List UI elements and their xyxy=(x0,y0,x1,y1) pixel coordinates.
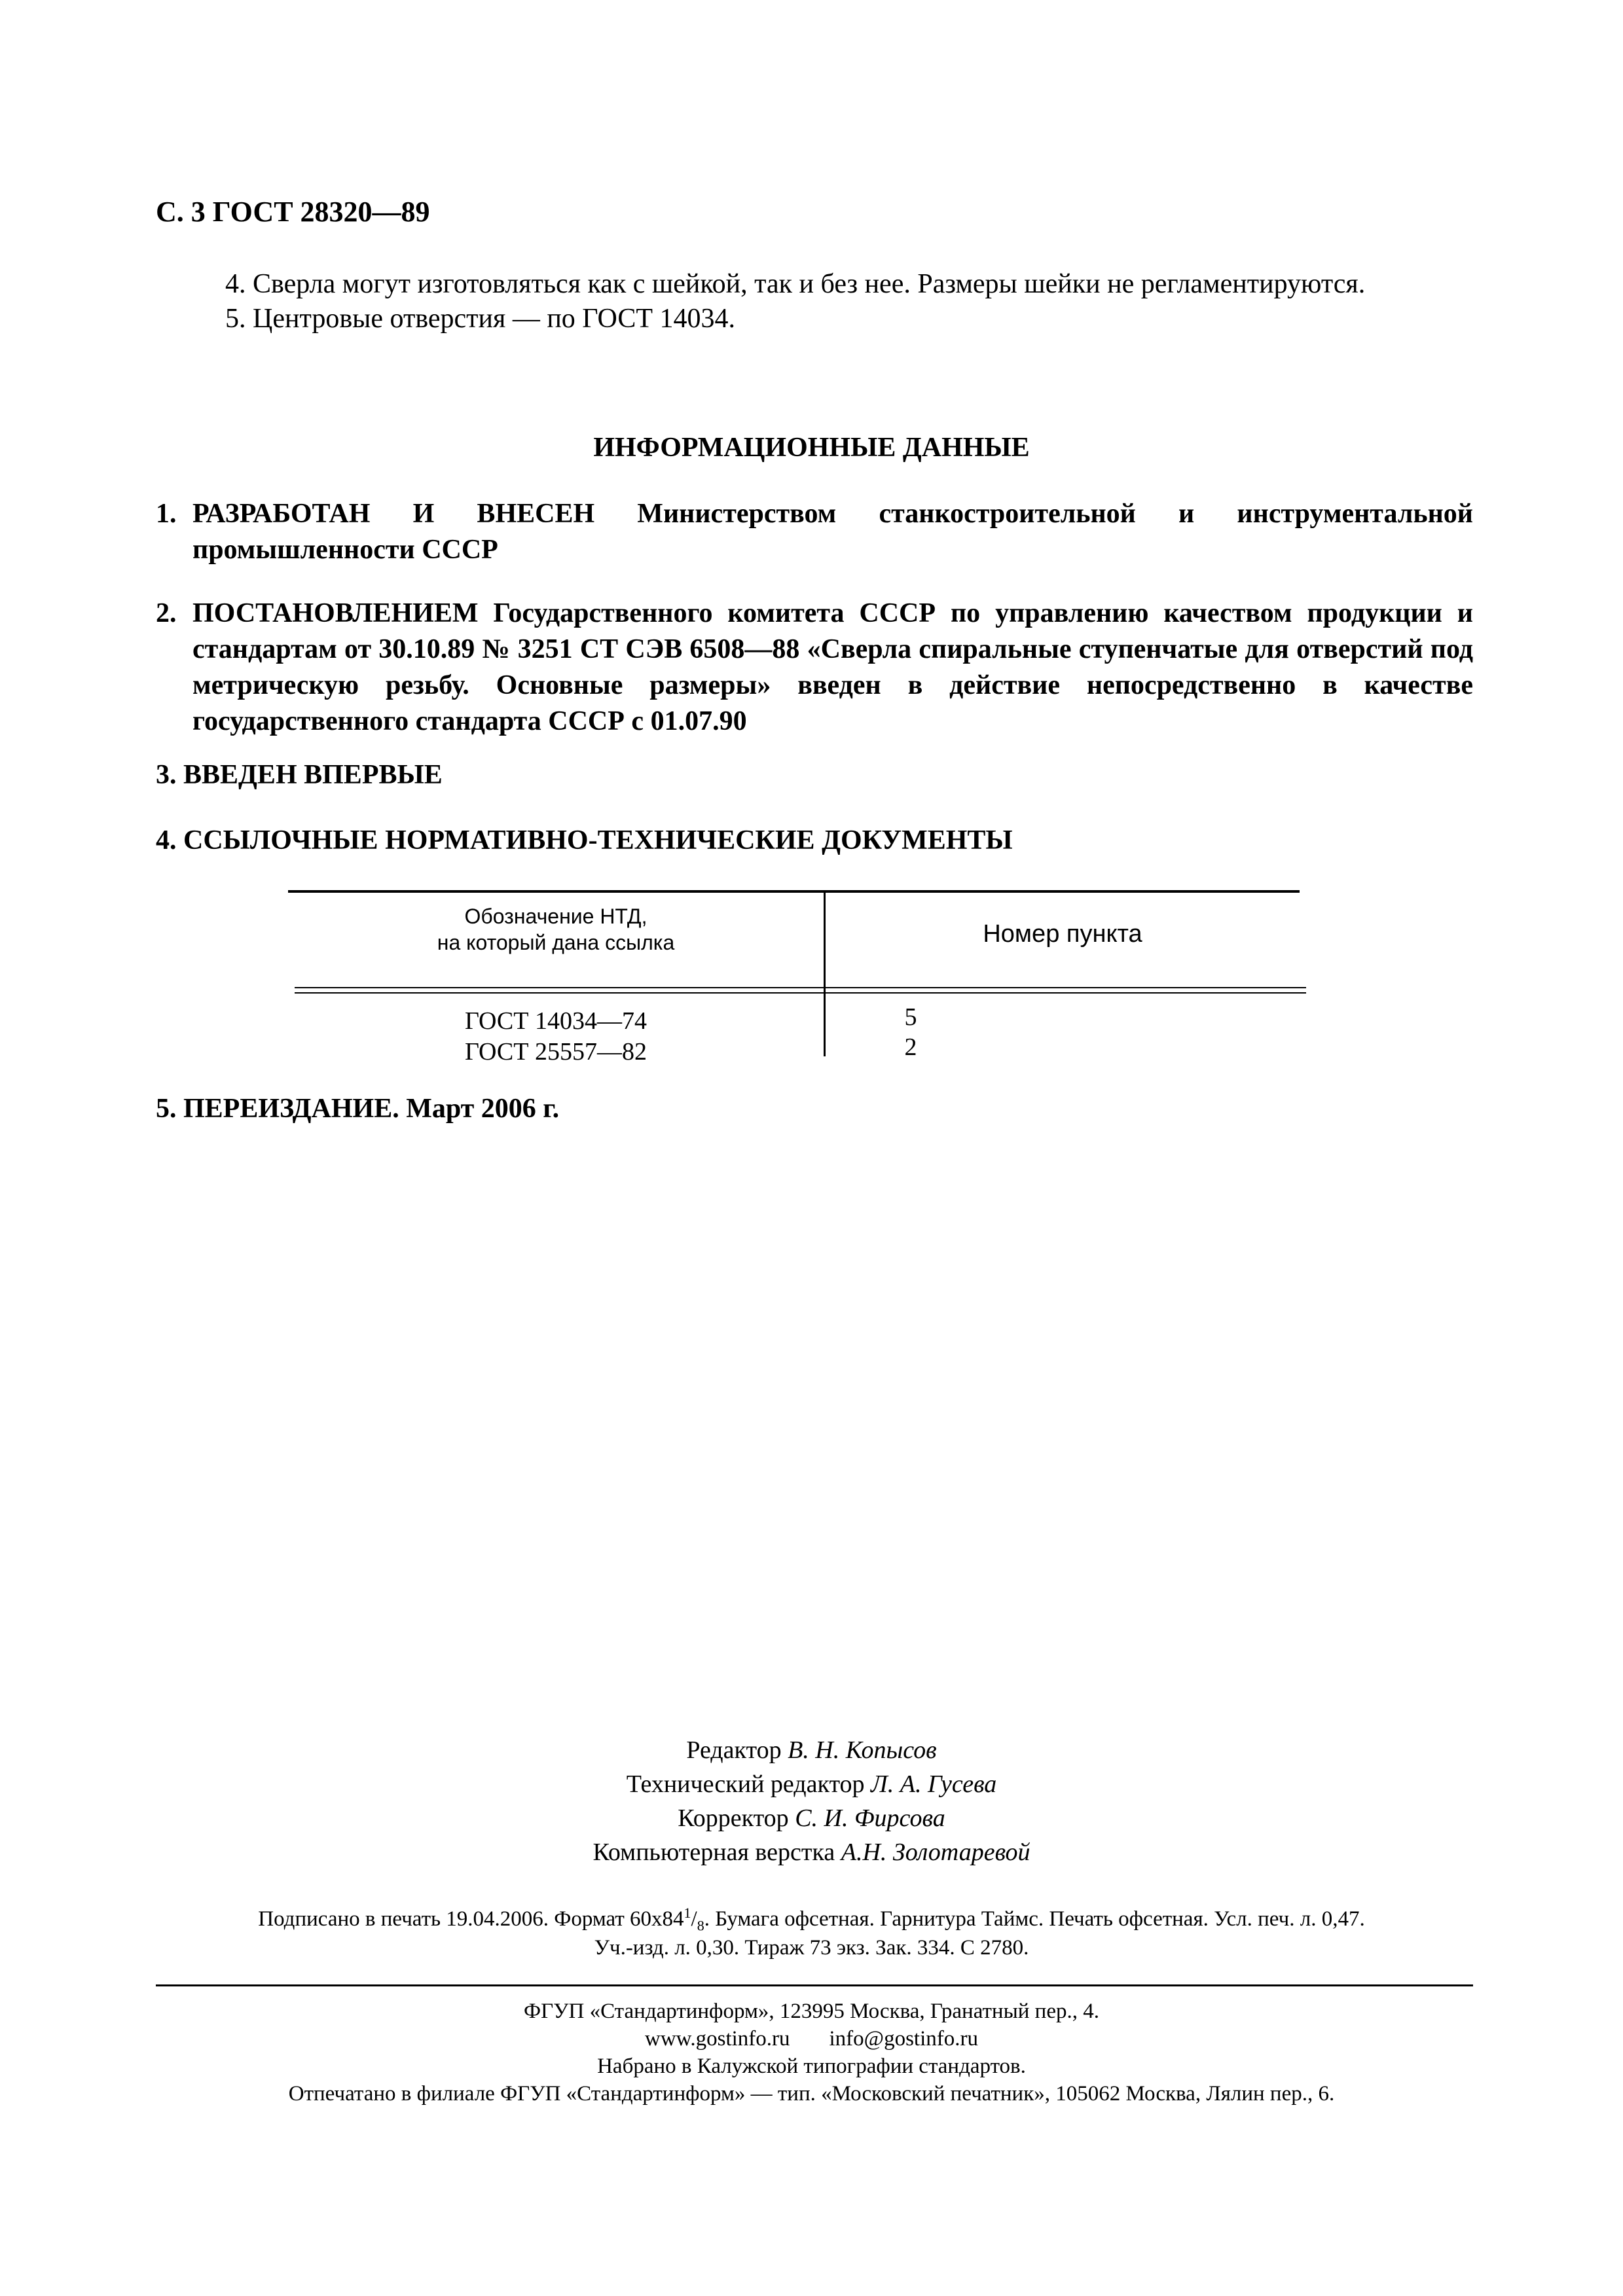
item-text: РАЗРАБОТАН И ВНЕСЕН Министерством станкостроительной и инструментальной промышленности СССР xyxy=(192,499,1473,565)
credit-layout xyxy=(0,1835,1623,1869)
imprint-block xyxy=(0,1905,1623,1962)
credit-editor xyxy=(0,1733,1623,1767)
imprint-fraction-slash: / xyxy=(691,1907,697,1931)
publisher-block xyxy=(0,1998,1623,2108)
credit-label: Технический редактор xyxy=(626,1770,865,1798)
table-cell-document: ГОСТ 14034—74 xyxy=(465,1007,647,1035)
publisher-address: ФГУП «Стандартинформ», 123995 Москва, Гранатный пер., 4. xyxy=(524,2000,1099,2023)
table-cell-document: ГОСТ 25557—82 xyxy=(465,1038,647,1066)
credit-label: Редактор xyxy=(686,1736,782,1764)
publisher-email: info@gostinfo.ru xyxy=(829,2027,978,2051)
info-item-1 xyxy=(156,496,1473,568)
item-text: ПОСТАНОВЛЕНИЕМ Государственного комитета СССР по управлению качеством продукции и стандартам от 30.10.89 № 3251 СТ СЭВ 6508—88 «Сверла спиральные ступенчатые для отверстий под метрическую резьбу. Основные размеры» введен в действие непосредственно в качестве государственного стандарта СССР с 01.07.90 xyxy=(192,598,1473,736)
credits-block xyxy=(0,1733,1623,1869)
imprint-line-1 xyxy=(0,1905,1623,1933)
table-top-rule xyxy=(288,890,1300,893)
table-header-rule xyxy=(295,987,1306,988)
footer-divider xyxy=(156,1984,1473,1986)
paragraph-5: 5. Центровые отверстия — по ГОСТ 14034. xyxy=(225,304,736,334)
credit-name: Л. А. Гусева xyxy=(871,1770,997,1798)
imprint-fraction-den: 8 xyxy=(697,1917,704,1934)
publisher-printed: Отпечатано в филиале ФГУП «Стандартинформ» — тип. «Московский печатник», 105062 Москва, Лялин пер., 6. xyxy=(288,2082,1335,2106)
info-item-5: 5. ПЕРЕИЗДАНИЕ. Март 2006 г. xyxy=(156,1094,560,1124)
info-item-3: 3. ВВЕДЕН ВПЕРВЫЕ xyxy=(156,760,443,790)
credit-tech-editor xyxy=(0,1767,1623,1801)
credit-name: А.Н. Золотаревой xyxy=(841,1839,1030,1866)
credit-name: С. И. Фирсова xyxy=(795,1804,945,1832)
imprint-line-2: Уч.-изд. л. 0,30. Тираж 73 экз. Зак. 334. С 2780. xyxy=(594,1936,1029,1960)
publisher-contacts xyxy=(0,2025,1623,2053)
table-header-rule xyxy=(295,992,1306,994)
info-item-2 xyxy=(156,596,1473,740)
info-item-4: 4. ССЫЛОЧНЫЕ НОРМАТИВНО-ТЕХНИЧЕСКИЕ ДОКУМЕНТЫ xyxy=(156,825,1013,855)
imprint-text: . Бумага офсетная. Гарнитура Таймс. Печать офсетная. Усл. печ. л. 0,47. xyxy=(704,1907,1365,1931)
credit-name: В. Н. Копысов xyxy=(788,1736,937,1764)
reference-table xyxy=(288,890,1303,1066)
table-header-clause: Номер пункта xyxy=(983,920,1142,948)
table-header-document xyxy=(288,903,824,956)
publisher-website: www.gostinfo.ru xyxy=(645,2027,790,2051)
item-number: 1. xyxy=(156,499,177,529)
header-line: на который дана ссылка xyxy=(437,931,675,954)
imprint-fraction-num: 1 xyxy=(684,1905,691,1921)
table-cell-clause: 5 xyxy=(904,1003,917,1031)
credit-label: Корректор xyxy=(678,1804,789,1832)
credit-proofreader xyxy=(0,1801,1623,1835)
page-header: С. 3 ГОСТ 28320—89 xyxy=(156,196,430,228)
info-section-title: ИНФОРМАЦИОННЫЕ ДАННЫЕ xyxy=(593,433,1030,463)
publisher-typeset: Набрано в Калужской типографии стандартов. xyxy=(597,2054,1026,2078)
header-line: Обозначение НТД, xyxy=(464,905,647,928)
imprint-text: Подписано в печать 19.04.2006. Формат 60x84 xyxy=(258,1907,684,1931)
credit-label: Компьютерная верстка xyxy=(593,1839,835,1866)
item-number: 2. xyxy=(156,598,177,628)
paragraph-4: 4. Сверла могут изготовляться как с шейкой, так и без нее. Размеры шейки не регламентируются. xyxy=(225,269,1366,299)
table-cell-clause: 2 xyxy=(904,1033,917,1061)
